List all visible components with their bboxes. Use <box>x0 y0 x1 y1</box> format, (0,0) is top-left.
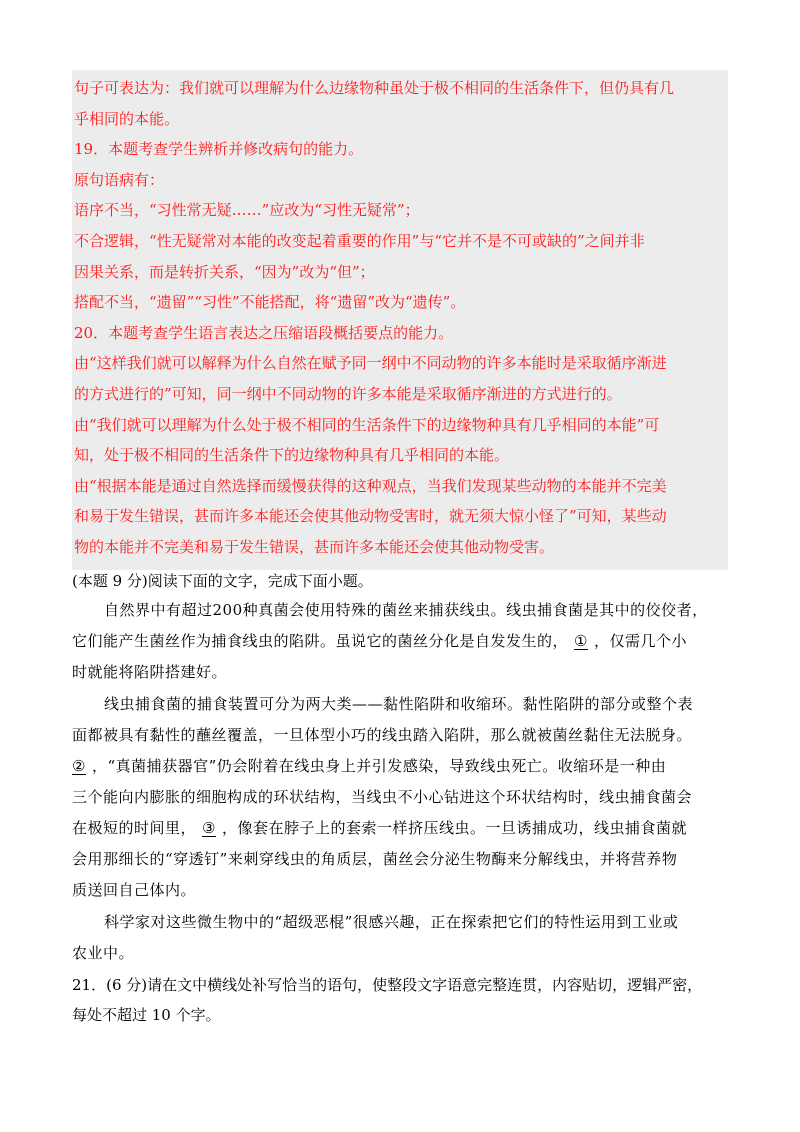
passage-p2-line1: 线虫捕食菌的捕食装置可分为两大类——黏性陷阱和收缩环。黏性陷阱的部分或整个表 <box>104 695 694 713</box>
passage-p3-line1: 科学家对这些微生物中的“超级恶棍”很感兴趣，正在探索把它们的特性运用到工业或 <box>104 913 679 931</box>
passage-p3-line2: 农业中。 <box>72 944 135 962</box>
question-21-line2: 每处不超过 10 个字。 <box>72 1006 221 1024</box>
answer-explanation-block <box>72 70 728 570</box>
blank-1: ① <box>574 632 588 650</box>
passage-text: 在极短的时间里， <box>72 819 197 837</box>
blank-2: ② <box>72 757 86 775</box>
passage-text: ，像套在脖子上的套索一样挤压线虫。一旦诱捕成功，线虫捕食菌就 <box>221 819 687 837</box>
passage-p1-line3: 时就能将陷阱搭建好。 <box>72 663 228 681</box>
answer-line: 原句语病有： <box>74 170 165 189</box>
answer-line: 不合逻辑，“性无疑常对本能的改变起着重要的作用”与“它并不是不可或缺的”之间并非 <box>74 232 645 250</box>
answer-line: 由“我们就可以理解为什么处于极不相同的生活条件下的边缘物种具有几乎相同的本能”可 <box>74 415 660 434</box>
answer-line: 物的本能并不完美和易于发生错误，甚而许多本能还会使其他动物受害。 <box>74 538 555 556</box>
passage-p2-line7: 质送回自己体内。 <box>72 881 197 899</box>
passage-p2-line3 <box>72 753 666 779</box>
section-intro: (本题 9 分)阅读下面的文字，完成下面小题。 <box>72 572 373 590</box>
answer-line: 因果关系，而是转折关系，“因为”改为“但”； <box>74 262 375 281</box>
passage-p2-line5 <box>72 815 687 841</box>
answer-line: 20．本题考查学生语言表达之压缩语段概括要点的能力。 <box>74 323 454 342</box>
passage-p1-line2 <box>72 628 687 654</box>
blank-3: ③ <box>202 819 216 837</box>
answer-line: 句子可表达为：我们就可以理解为什么边缘物种虽处于极不相同的生活条件下，但仍具有几 <box>74 79 675 97</box>
passage-p1-line1: 自然界中有超过200种真菌会使用特殊的菌丝来捕获线虫。线虫捕食菌是其中的佼佼者， <box>104 601 708 619</box>
passage-text: ，“真菌捕获器官”仍会附着在线虫身上并引发感染，导致线虫死亡。收缩环是一种由 <box>91 757 667 775</box>
passage-p2-line2: 面都被具有黏性的蘸丝覆盖，一旦体型小巧的线虫踏入陷阱，那么就被菌丝黏住无法脱身。 <box>72 726 693 744</box>
answer-line: 搭配不当，“遗留”“习性”不能搭配，将“遗留”改为“遗传”。 <box>74 293 466 312</box>
answer-line: 和易于发生错误，甚而许多本能还会使其他动物受害时，就无须大惊小怪了”可知，某些动 <box>74 507 667 526</box>
answer-line: 由“根据本能是通过自然选择而缓慢获得的这种观点，当我们发现某些动物的本能并不完美 <box>74 476 667 495</box>
answer-line: 19．本题考查学生辨析并修改病句的能力。 <box>74 140 364 159</box>
answer-line: 的方式进行的”可知，同一纲中不同动物的许多本能是采取循序渐进的方式进行的。 <box>74 385 622 403</box>
answer-line: 语序不当，“习性常无疑……”应改为“习性无疑常”； <box>74 201 420 220</box>
passage-text: ，仅需几个小 <box>593 632 687 650</box>
passage-p2-line6: 会用那细长的“穿透钉”来刺穿线虫的角质层，菌丝会分泌生物酶来分解线虫，并将营养物 <box>72 850 678 868</box>
question-21-line1: 21．(6 分)请在文中横线处补写恰当的语句，使整段文字语意完整连贯，内容贴切，逻辑严密， <box>72 976 703 994</box>
answer-line: 乎相同的本能。 <box>74 109 180 128</box>
passage-p2-line4: 三个能向内膨胀的细胞构成的环状结构，当线虫不小心钻进这个环状结构时，线虫捕食菌会 <box>72 788 693 806</box>
answer-line: 知，处于极不相同的生活条件下的边缘物种具有几乎相同的本能。 <box>74 446 510 465</box>
answer-line: 由“这样我们就可以解释为什么自然在赋予同一纲中不同动物的许多本能时是采取循序渐进 <box>74 354 667 373</box>
passage-text: 它们能产生菌丝作为捕食线虫的陷阱。虽说它的菌丝分化是自发发生的， <box>72 632 569 650</box>
